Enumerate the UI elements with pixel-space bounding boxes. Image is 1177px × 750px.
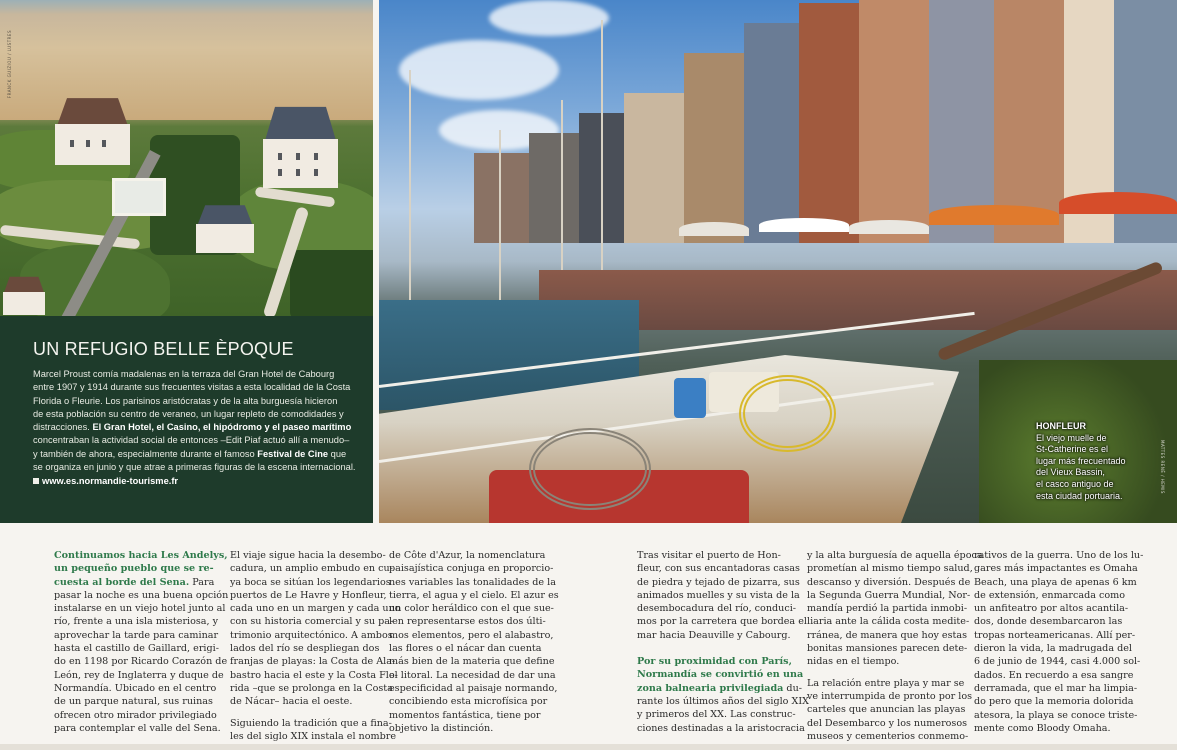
body-line: río, frente a una isla misteriosa, y <box>54 616 219 628</box>
body-line: Tras visitar el puerto de Hon- <box>637 550 781 561</box>
photo-caption <box>1036 421 1136 502</box>
caption-title: HONFLEUR <box>1036 421 1086 431</box>
body-line-start: Para <box>189 576 215 588</box>
body-line: concibiendo esta microfísica por <box>389 696 548 708</box>
body-line: de extensión, enmarcada como <box>974 589 1125 601</box>
caption-line: del Vieux Bassin, <box>1036 467 1105 478</box>
column-body <box>807 549 983 669</box>
column-body <box>230 717 397 744</box>
body-line: Normandía. Ubicado en el centro <box>54 682 217 694</box>
body-line: ciones destinadas a la aristocracia <box>637 722 805 734</box>
body-line: ya boca se sitúan los legendarios <box>230 576 391 588</box>
body-line: tierra, el agua y el cielo. El azur es <box>389 589 559 601</box>
body-line: momentos fantástica, tiene por <box>389 709 541 721</box>
column-body <box>974 549 1144 735</box>
body-line: les del siglo XIX instala el nombre <box>230 730 397 742</box>
caption-line: lugar más frecuentado <box>1036 455 1126 466</box>
body-line: paisajística conjuga en proporcio- <box>389 563 554 575</box>
body-line: El viaje sigue hacia la desembo- <box>230 550 386 561</box>
aerial-photo-cabourg <box>0 0 373 316</box>
body-line: rránea, de manera que hoy estas <box>807 629 968 641</box>
body-line: fleur, con sus encantadoras casas <box>637 563 800 575</box>
text-column-3 <box>389 549 559 735</box>
text-column-5 <box>807 549 983 743</box>
building-facade <box>744 23 799 243</box>
body-line: dieron la vida, la madrugada del <box>974 643 1132 655</box>
body-line: especificidad al paisaje normando, <box>389 682 558 694</box>
body-line: las flores o el nácar dan cuenta <box>389 643 542 655</box>
caption-line: St-Catherine es el <box>1036 444 1109 455</box>
column-body <box>389 549 559 735</box>
body-line: rativos de la guerra. Uno de los lu- <box>974 550 1144 561</box>
building-facade <box>529 133 579 243</box>
villa <box>192 203 258 253</box>
paragraph-gap <box>230 709 382 717</box>
body-line: lados del río se despliegan dos <box>230 643 380 655</box>
sidebar-title: UN REFUGIO BELLE ÈPOQUE <box>33 339 294 359</box>
lead-line-end: cuesta al borde del Sena. <box>54 576 190 588</box>
website-link[interactable] <box>33 475 353 488</box>
sidebar-line-start: distracciones. <box>33 422 93 433</box>
trees <box>290 250 373 316</box>
body-line: la Segunda Guerra Mundial, Nor- <box>807 589 971 601</box>
cloud <box>489 0 609 36</box>
body-line: mar hacia Deauville y Cabourg. <box>637 629 791 641</box>
caption-line: el casco antiguo de <box>1036 478 1114 489</box>
body-line: Siguiendo la tradición que a fina- <box>230 717 392 729</box>
text-column-1 <box>54 549 229 735</box>
jerrycan-blue <box>674 378 706 418</box>
lead-line: un pequeño pueblo que se re- <box>54 563 214 575</box>
text-column-6 <box>974 549 1144 735</box>
caption-line: esta ciudad portuaria. <box>1036 490 1123 501</box>
building-facade <box>859 0 929 243</box>
sidebar-box <box>0 316 373 523</box>
body-line: un anfiteatro por altos acantila- <box>974 603 1129 615</box>
building-facade <box>624 93 684 243</box>
subhead-line-end: zona balnearia privilegiada <box>637 682 784 694</box>
caption-line: El viejo muelle de <box>1036 432 1107 443</box>
column-body <box>807 677 973 743</box>
column-body <box>54 589 229 735</box>
body-line: atesora, la playa se conoce triste- <box>974 709 1138 721</box>
sidebar-line <box>33 448 353 461</box>
sidebar-line: de esta población su centro de veraneo, un lugar repleto de comodidades y <box>33 408 344 419</box>
grey-rope-coil <box>529 428 651 510</box>
cloud <box>399 40 559 100</box>
photo-credit: FRANCK GUIZIOU / LUSTRES <box>7 30 12 99</box>
yellow-rope-coil <box>739 375 836 452</box>
body-line: objetivo la distinción. <box>389 722 494 734</box>
body-line: rante los últimos años del siglo XIX <box>637 695 809 707</box>
website-url: www.es.normandie-tourisme.fr <box>42 476 179 487</box>
column-body <box>637 695 809 735</box>
body-line: el litoral. La necesidad de dar una <box>389 669 556 681</box>
body-line: len representarse estos dos últi- <box>389 616 546 628</box>
subhead-line: Normandía se convirtió en una <box>637 669 804 681</box>
body-line: mos por la carretera que bordea el <box>637 616 807 628</box>
body-line: trimonio arquitectónico. A ambos <box>230 629 393 641</box>
building-facade <box>474 153 529 243</box>
sidebar-line <box>33 421 353 434</box>
body-line: descanso y diversión. Después de <box>807 576 971 588</box>
body-line: La relación entre playa y mar se <box>807 677 965 689</box>
sidebar-line: se organiza en junio y que atrae a primeras figuras de la escena internacional. <box>33 462 356 473</box>
body-line: derramada, que el mar ha limpia- <box>974 682 1138 694</box>
body-line: rida –que se prolonga en la Costa <box>230 682 393 694</box>
pool <box>112 178 166 216</box>
body-line: liaria ante la cálida costa medite- <box>807 616 970 628</box>
column-body <box>230 549 401 709</box>
body-line: do en 1198 por Ricardo Corazón de <box>54 656 228 668</box>
body-line: y primeros del XX. Las construc- <box>637 709 796 721</box>
text-column-4 <box>637 549 809 735</box>
body-line: museos y cementerios conmemo- <box>807 730 969 742</box>
body-line: de Nácar– hacia el oeste. <box>230 696 353 708</box>
parasol <box>759 218 849 232</box>
body-line: del Desembarco y los numerosos <box>807 717 968 729</box>
parasol <box>849 220 929 234</box>
paragraph-gap <box>807 669 959 677</box>
sidebar-bold-places: El Gran Hotel, el Casino, el hipódromo y el paseo marítimo <box>92 422 352 433</box>
body-line: mente como Bloody Omaha. <box>974 722 1111 734</box>
body-line: franjas de playas: la Costa de Ala- <box>230 656 396 668</box>
body-line: bonitas mansiones parecen dete- <box>807 643 968 655</box>
paragraph-gap <box>637 642 789 655</box>
sidebar-line: entre 1907 y 1914 durante sus frecuentes visitas a esta localidad de la Costa <box>33 382 351 393</box>
body-line: mos elementos, pero el alabastro, <box>389 629 554 641</box>
body-line: más bien de la materia que define <box>389 656 555 668</box>
body-line: tropas norteamericanas. Allí per- <box>974 629 1136 641</box>
lead-line: Continuamos hacia Les Andelys, <box>54 550 228 561</box>
building-facade <box>799 3 859 243</box>
column-body <box>637 549 807 642</box>
sailboat-mast <box>409 70 411 310</box>
sidebar-line: concentraban la actividad social de entonces –Edit Piaf actuó allí a menudo– <box>33 435 350 446</box>
sidebar-line: Florida o Fleurie. Los parisinos aristócratas y de la alta burguesía hicieron <box>33 395 338 406</box>
body-line: 6 de junio de 1944, casi 4.000 sol- <box>974 656 1141 668</box>
body-line: carteles que anuncian las playas <box>807 704 966 716</box>
body-line: nidas en el tiempo. <box>807 656 900 668</box>
body-line: hasta el castillo de Gaillard, erigi- <box>54 643 219 655</box>
subhead-line <box>637 682 802 695</box>
body-line: do pero que la memoria dolorida <box>974 696 1134 708</box>
body-line: nes variables las tonalidades de la <box>389 576 556 588</box>
body-line: puertos de Le Havre y Honfleur, <box>230 589 387 601</box>
body-line: pasar la noche es una buena opción <box>54 589 229 601</box>
body-line: mandía perdió la partida inmobi- <box>807 603 968 615</box>
body-line: para contemplar el valle del Sena. <box>54 722 221 734</box>
body-line: gares más impactantes es Omaha <box>974 563 1138 575</box>
body-line: de Côte d'Azur, la nomenclatura <box>389 550 546 561</box>
sidebar-line-end: que <box>328 448 347 459</box>
parasol <box>1059 192 1177 214</box>
text-column-2 <box>230 549 401 743</box>
body-line: y la alta burguesía de aquella época <box>807 550 983 561</box>
body-line: de un parque natural, sus ruinas <box>54 696 213 708</box>
body-line: aprovechar la tarde para caminar <box>54 629 219 641</box>
body-line: León, rey de Inglaterra y duque de <box>54 669 224 681</box>
page-bottom-edge <box>0 744 1177 750</box>
body-line: de piedra y tejado de pizarra, sus <box>637 576 800 588</box>
body-line: ofrecen otro mirador privilegiado <box>54 709 217 721</box>
parasol <box>679 222 749 236</box>
lead-line <box>54 576 215 589</box>
body-line: cada uno en un margen y cada uno <box>230 603 401 615</box>
sidebar-bold-festival: Festival de Cine <box>257 448 329 459</box>
body-line: con su historia comercial y su pa- <box>230 616 394 628</box>
body-line-start: du- <box>783 682 802 694</box>
body-line: un color heráldico con el que sue- <box>389 603 554 615</box>
body-line: prometían al mismo tiempo salud, <box>807 563 973 575</box>
body-line: ve interrumpida de pronto por los <box>807 690 973 702</box>
body-line: instalarse en un viejo hotel junto al <box>54 603 226 615</box>
body-line: dos, donde desembarcaron las <box>974 616 1123 628</box>
body-line: animados muelles y su vista de la <box>637 589 800 601</box>
parasol <box>929 205 1059 225</box>
sailboat-mast <box>499 130 501 310</box>
body-line: Beach, una playa de apenas 6 km <box>974 576 1137 588</box>
sidebar-line-start: y también de ahora, especialmente durante el famoso <box>33 448 258 459</box>
body-line: desembocadura del río, conduci- <box>637 603 796 615</box>
body-line: bastro hacia el este y la Costa Flo- <box>230 669 398 681</box>
body-line: cadura, un amplio embudo en cu- <box>230 563 393 575</box>
sidebar-line: Marcel Proust comía madalenas en la terraza del Gran Hotel de Cabourg <box>33 369 335 379</box>
villa <box>258 103 343 188</box>
body-line: dados. En recuerdo a esa sangre <box>974 669 1134 681</box>
building-facade <box>684 53 744 243</box>
honfleur-harbor-photo <box>379 0 1177 523</box>
square-bullet-icon <box>33 478 39 484</box>
villa <box>0 275 48 315</box>
photo-credit: MATTES RENÉ / HEMIS <box>1160 440 1165 494</box>
villa <box>50 95 135 165</box>
sidebar-text <box>33 368 356 489</box>
subhead-line: Por su proximidad con París, <box>637 656 792 668</box>
